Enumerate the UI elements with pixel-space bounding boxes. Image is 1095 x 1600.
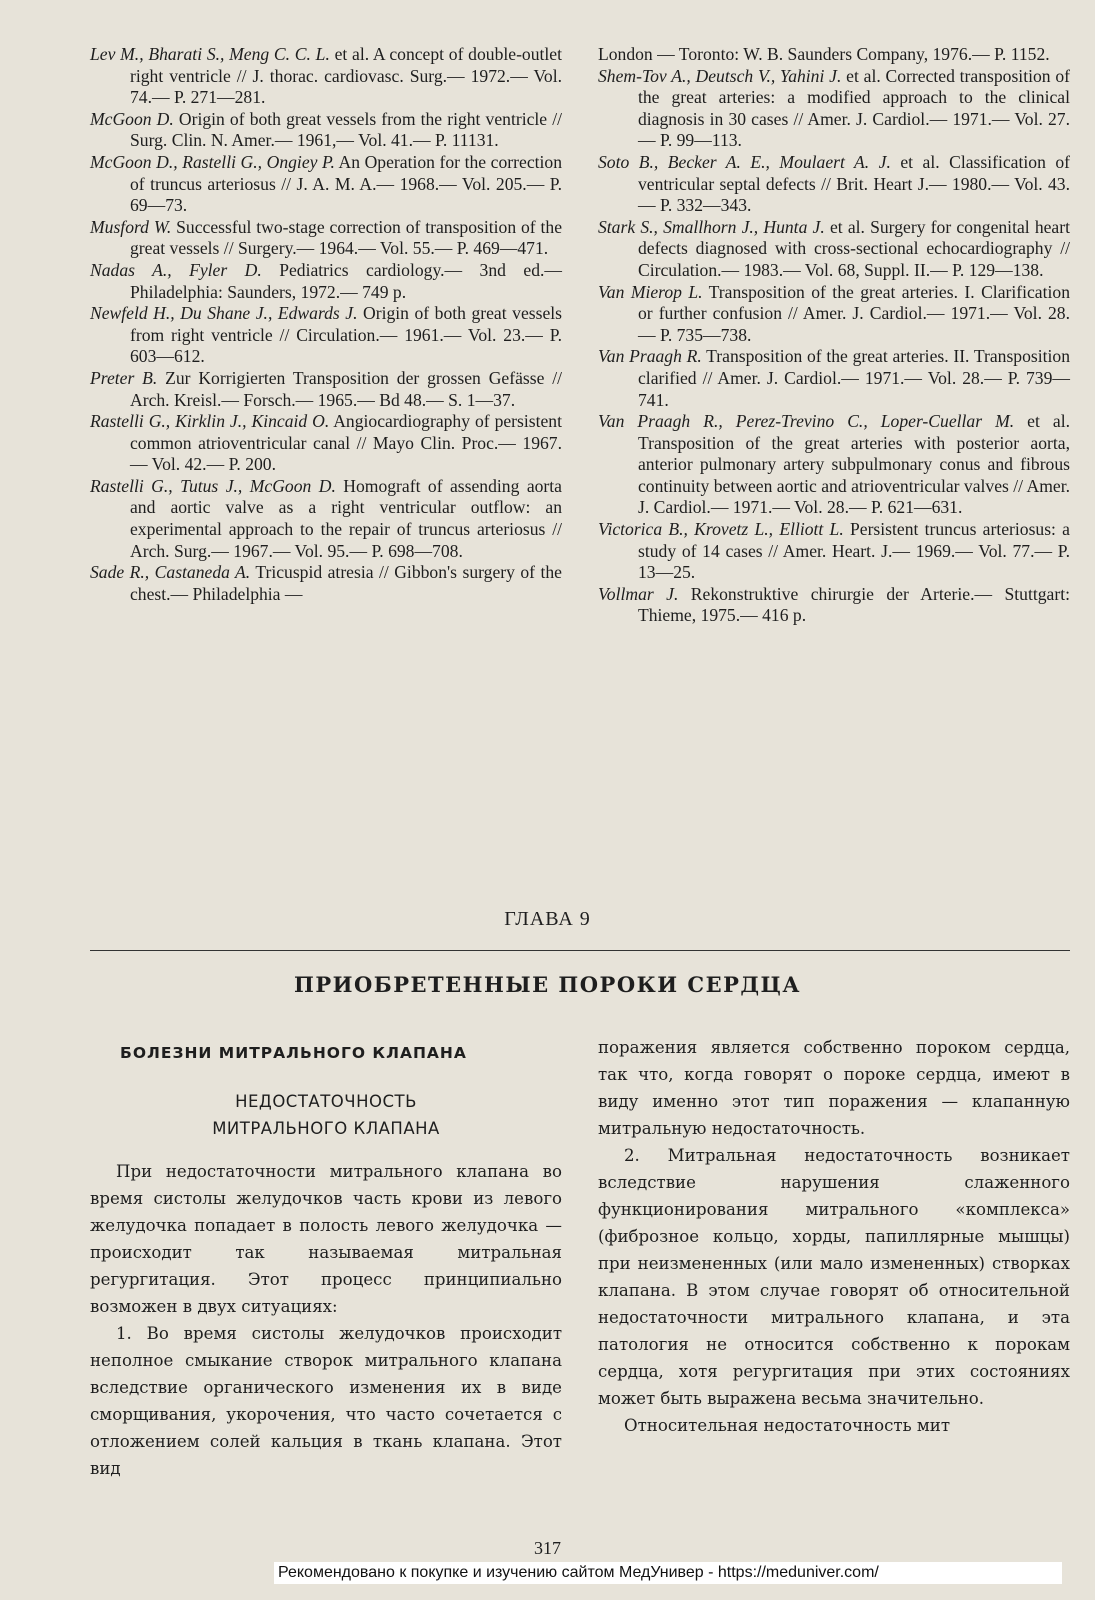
reference-item: Vollmar J. Rekonstruktive chirurgie der Arterie.— Stuttgart: Thieme, 1975.— 416 p. (598, 583, 1070, 626)
paragraph: Относительная недостаточность мит (624, 1416, 951, 1435)
references-left-column (90, 44, 562, 627)
reference-item: Van Praagh R., Perez-Trevino C., Loper-Cuellar M. et al. Transposition of the great arteries with posterior aorta, anterior pulmonary artery subpulmonary conus and fibrous continuity between aortic and atrioventricular valves // Amer. J. Cardiol.— 1971.— Vol. 28.— P. 621—631. (598, 411, 1070, 518)
reference-item: Victorica B., Krovetz L., Elliott L. Persistent truncus arteriosus: a study of 14 cases // Amer. Heart. J.— 1969.— Vol. 77.— P. 13—25. (598, 519, 1070, 583)
chapter-title: ПРИОБРЕТЕННЫЕ ПОРОКИ СЕРДЦА (294, 972, 801, 997)
reference-item: Lev M., Bharati S., Meng C. C. L. et al. A concept of double-outlet right ventricle // J. thorac. cardiovasc. Surg.— 1972.— Vol. 74.— P. 271—281. (90, 44, 562, 108)
references (90, 44, 1070, 627)
page-number: 317 (534, 1538, 561, 1558)
footer-watermark: Рекомендовано к покупке и изучению сайтом МедУнивер - https://meduniver.com/ (274, 1562, 1062, 1584)
paragraph: При недостаточности митрального клапана во время систолы желудочков часть крови из левого желудочка попадает в полость левого желудочка — происходит так называемая митральная регургитация. Этот процесс принципиально возможен в двух ситуациях: (90, 1162, 562, 1316)
subsection-line: НЕДОСТАТОЧНОСТЬ (235, 1092, 417, 1111)
body-right-column (598, 1034, 1070, 1482)
reference-item: London — Toronto: W. B. Saunders Company, 1976.— P. 1152. (598, 44, 1050, 64)
body-left-column (90, 1034, 562, 1482)
reference-item: Soto B., Becker A. E., Moulaert A. J. et al. Classification of ventricular septal defects // Brit. Heart J.— 1980.— Vol. 43.— P. 332—343. (598, 151, 1070, 216)
reference-item: Newfeld H., Du Shane J., Edwards J. Origin of both great vessels from right ventricle // Circulation.— 1961.— Vol. 23.— P. 603—612. (90, 303, 562, 367)
paragraph: поражения является собственно пороком сердца, так что, когда говорят о пороке сердца, имеют в виду именно этот тип поражения — клапанную митральную недостаточность. (598, 1038, 1070, 1138)
reference-item: McGoon D. Origin of both great vessels from the right ventricle // Surg. Clin. N. Amer.— 1961,— Vol. 41.— P. 11131. (90, 108, 562, 151)
reference-item: Nadas A., Fyler D. Pediatrics cardiology.— 3nd ed.— Philadelphia: Saunders, 1972.— 749 p. (90, 259, 562, 302)
reference-item: Shem-Tov A., Deutsch V., Yahini J. et al. Corrected transposition of the great arteries: a modified approach to the clinical diagnosis in 30 cases // Amer. J. Cardiol.— 1971.— Vol. 27.— P. 99—113. (598, 65, 1071, 151)
chapter-number: ГЛАВА 9 (504, 908, 591, 930)
reference-item: Preter B. Zur Korrigierten Transposition der grossen Gefässe // Arch. Kreisl.— Forsch.— 1965.— Bd 48.— S. 1—37. (90, 367, 562, 410)
reference-item: Rastelli G., Tutus J., McGoon D. Homograft of assending aorta and aortic valve as a right ventricular outflow: an experimental approach to the repair of truncus arteriosus // Arch. Surg.— 1967.— Vol. 95.— P. 698—708. (90, 475, 562, 561)
subsection-heading (90, 1088, 562, 1142)
reference-item: Stark S., Smallhorn J., Hunta J. et al. Surgery for congenital heart defects diagnosed with cross-sectional echocardiography // Circulation.— 1983.— Vol. 68, Suppl. II.— P. 129—138. (598, 216, 1070, 280)
references-right-column (598, 44, 1070, 627)
section-heading: БОЛЕЗНИ МИТРАЛЬНОГО КЛАПАНА (120, 1044, 467, 1062)
reference-item: Sade R., Castaneda A. Tricuspid atresia // Gibbon's surgery of the chest.— Philadelphia — (90, 562, 562, 604)
reference-item: Rastelli G., Kirklin J., Kincaid O. Angiocardiography of persistent common atrioventricular canal // Mayo Clin. Proc.— 1967.— Vol. 42.— P. 200. (90, 411, 562, 475)
reference-item: Van Mierop L. Transposition of the great arteries. I. Clarification or further confusion // Amer. J. Cardiol.— 1971.— Vol. 28.— P. 735—738. (598, 281, 1070, 345)
paragraph: 1. Во время систолы желудочков происходит неполное смыкание створок митрального клапана вследствие органического изменения их в виде сморщивания, укорочения, что часто сочетается с отложением солей кальция в ткань клапана. Этот вид (90, 1324, 562, 1478)
body-text (90, 1034, 1070, 1482)
reference-item: Van Praagh R. Transposition of the great arteries. II. Transposition clarified // Amer. J. Cardiol.— 1971.— Vol. 28.— P. 739—741. (598, 346, 1070, 410)
subsection-line: МИТРАЛЬНОГО КЛАПАНА (212, 1119, 440, 1138)
reference-item: Musford W. Successful two-stage correction of transposition of the great vessels // Surgery.— 1964.— Vol. 55.— P. 469—471. (90, 216, 562, 259)
paragraph: 2. Митральная недостаточность возникает вследствие нарушения слаженного функционирования митрального «комплекса» (фиброзное кольцо, хорды, папиллярные мышцы) при неизмененных (или мало измененных) створках клапана. В этом случае говорят об относительной недостаточности митрального клапана, и эта патология не относится собственно к порокам сердца, хотя регургитация при этих состояниях может быть выражена весьма значительно. (598, 1146, 1070, 1408)
divider-rule (90, 950, 1070, 951)
reference-item: McGoon D., Rastelli G., Ongiey P. An Operation for the correction of truncus arteriosus // J. A. M. A.— 1968.— Vol. 205.— P. 69—73. (90, 151, 562, 216)
